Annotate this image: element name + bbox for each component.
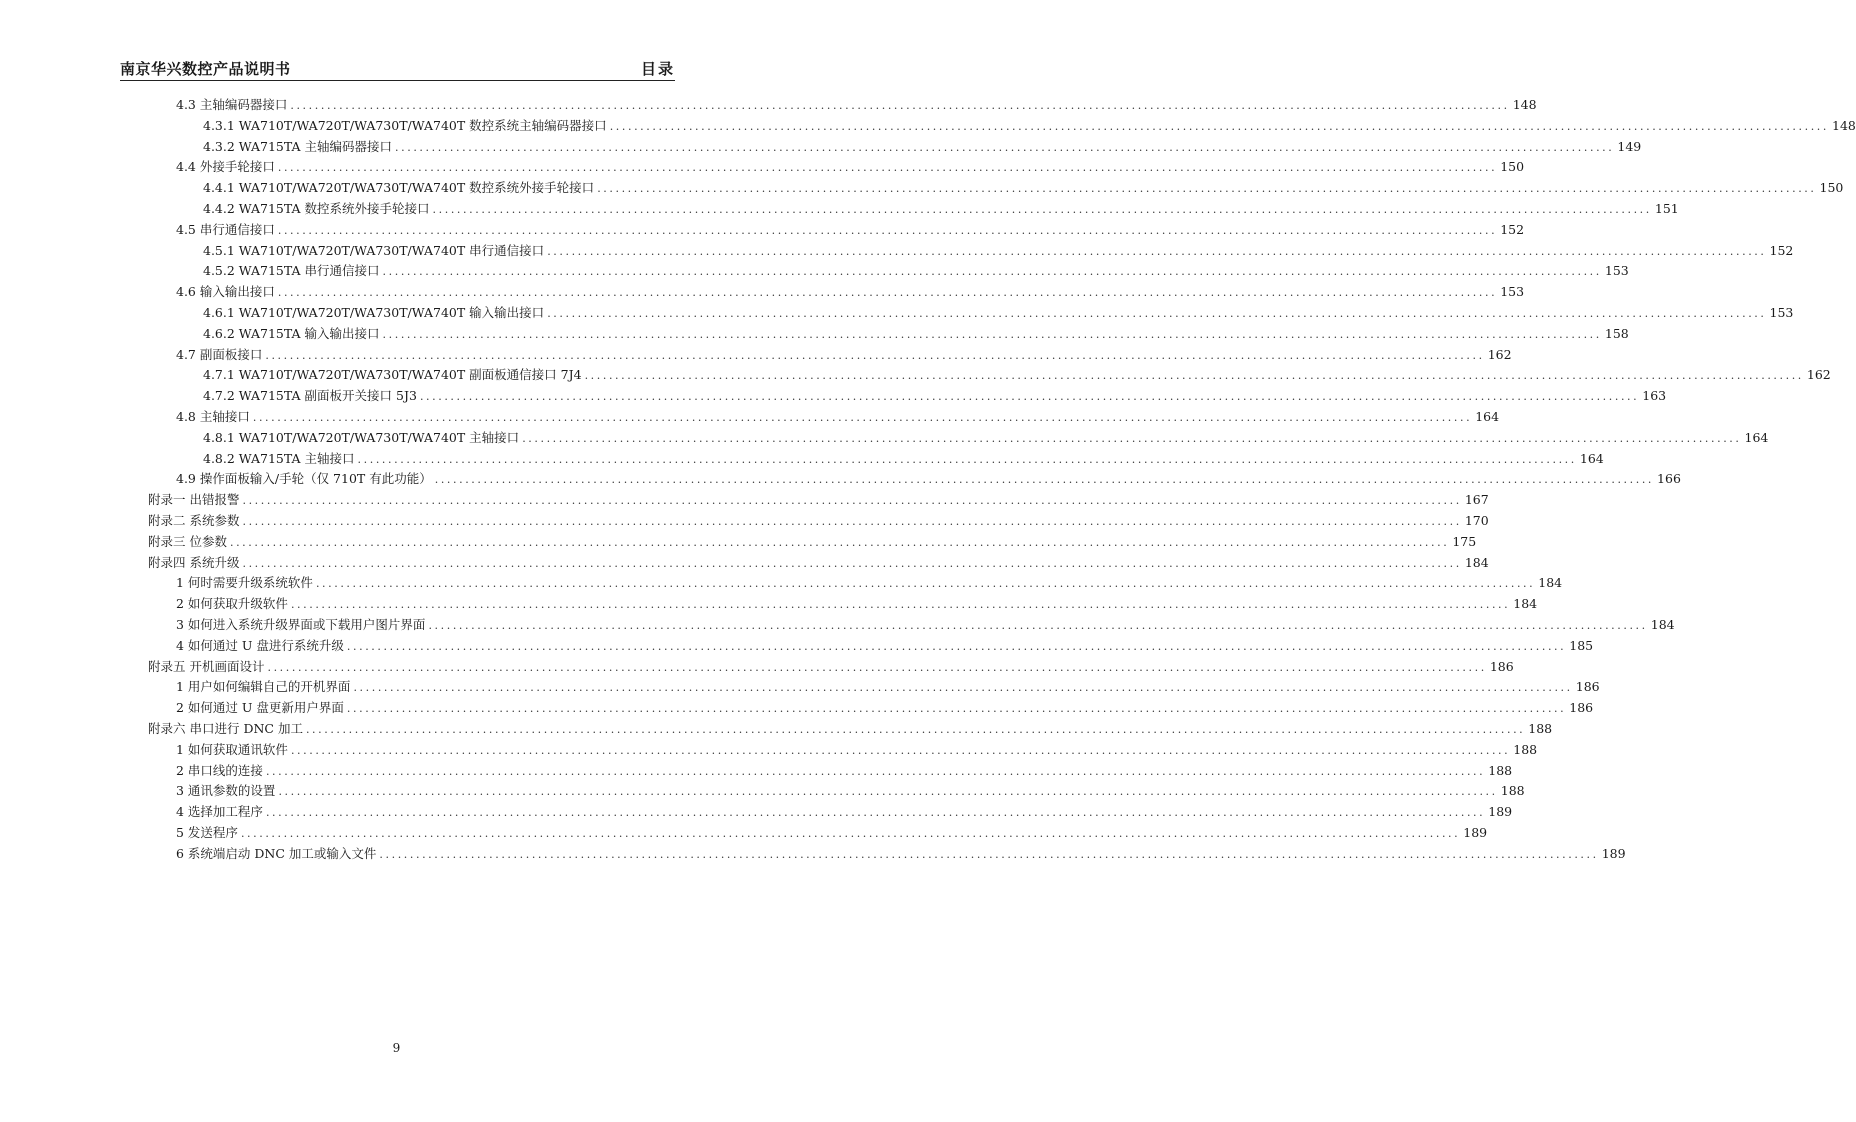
page-header — [120, 56, 675, 81]
toc-entry-page: 153 — [1604, 263, 1629, 279]
dot-leader: ........................................................................................................................................................................................................ — [547, 244, 1767, 258]
toc-entry-title: 3 如何进入系统升级界面或下载用户图片界面 — [176, 616, 426, 632]
toc-entry[interactable] — [148, 781, 1525, 802]
page-number: 9 — [392, 1041, 401, 1055]
toc-entry[interactable] — [148, 199, 1679, 220]
dot-leader: ........................................................................................................................................................................................................ — [315, 577, 1536, 591]
toc-entry-title: 4 如何通过 U 盘进行系统升级 — [176, 637, 344, 653]
toc-entry-page: 186 — [1575, 679, 1600, 695]
dot-leader: ........................................................................................................................................................................................................ — [265, 348, 1485, 362]
toc-entry[interactable] — [148, 345, 1512, 366]
dot-leader: ........................................................................................................................................................................................................ — [584, 369, 1804, 383]
toc-entry[interactable] — [148, 282, 1525, 303]
toc-entry-title: 1 用户如何编辑自己的开机界面 — [176, 679, 351, 695]
toc-entry-title: 4.4.1 WA710T/WA720T/WA730T/WA740T 数控系统外接手轮接口 — [203, 180, 595, 196]
dot-leader: ........................................................................................................................................................................................................ — [240, 826, 1461, 840]
toc-entry-title: 2 串口线的连接 — [176, 762, 263, 778]
toc-entry-title: 附录五 开机画面设计 — [148, 658, 265, 674]
dot-leader: ........................................................................................................................................................................................................ — [597, 182, 1817, 196]
toc-entry-page: 162 — [1487, 346, 1512, 362]
dot-leader: ........................................................................................................................................................................................................ — [432, 202, 1652, 216]
toc-entry-page: 184 — [1538, 575, 1563, 591]
toc-entry-page: 184 — [1464, 554, 1489, 570]
toc-entry-title: 4.6 输入输出接口 — [176, 284, 275, 300]
toc-entry[interactable] — [148, 511, 1489, 532]
toc-entry-page: 189 — [1488, 804, 1513, 820]
toc-entry[interactable] — [148, 324, 1629, 345]
dot-leader: ........................................................................................................................................................................................................ — [382, 265, 1602, 279]
toc-entry-page: 188 — [1500, 783, 1525, 799]
dot-leader: ........................................................................................................................................................................................................ — [547, 306, 1767, 320]
toc-entry-title: 4.3 主轴编码器接口 — [176, 97, 288, 112]
toc-entry[interactable] — [148, 698, 1594, 719]
toc-entry-page: 189 — [1601, 845, 1626, 861]
dot-leader: ........................................................................................................................................................................................................ — [290, 598, 1511, 612]
toc-entry[interactable] — [148, 844, 1626, 865]
dot-leader: ........................................................................................................................................................................................................ — [395, 140, 1615, 154]
toc-entry-page: 175 — [1452, 533, 1477, 549]
dot-leader: ........................................................................................................................................................................................................ — [353, 681, 1573, 695]
dot-leader: ........................................................................................................................................................................................................ — [346, 702, 1567, 716]
toc-entry[interactable] — [148, 220, 1525, 241]
toc-entry-title: 4.7 副面板接口 — [176, 346, 263, 362]
dot-leader: ........................................................................................................................................................................................................ — [290, 99, 1510, 112]
toc-entry-title: 4.8 主轴接口 — [176, 408, 250, 424]
dot-leader: ........................................................................................................................................................................................................ — [522, 431, 1742, 445]
toc-entry-page: 164 — [1744, 429, 1769, 445]
toc-entry-page: 188 — [1488, 762, 1513, 778]
toc-entry-title: 4.5.1 WA710T/WA720T/WA730T/WA740T 串行通信接口 — [203, 242, 545, 258]
toc-entry[interactable] — [148, 95, 1537, 116]
toc-entry-title: 4.3.1 WA710T/WA720T/WA730T/WA740T 数控系统主轴编码器接口 — [203, 117, 607, 133]
dot-leader: ........................................................................................................................................................................................................ — [252, 410, 1473, 424]
toc-entry-page: 151 — [1654, 200, 1679, 216]
toc-entry[interactable] — [148, 157, 1525, 178]
toc-entry[interactable] — [148, 573, 1563, 594]
toc-entry-page: 188 — [1528, 720, 1553, 736]
toc-entry-page: 158 — [1604, 325, 1629, 341]
toc-entry[interactable] — [148, 365, 1831, 386]
dot-leader: ........................................................................................................................................................................................................ — [609, 119, 1830, 133]
toc-entry-page: 149 — [1617, 138, 1642, 154]
toc-entry-title: 4.5.2 WA715TA 串行通信接口 — [203, 263, 380, 279]
toc-entry[interactable] — [148, 677, 1600, 698]
toc-entry-title: 附录二 系统参数 — [148, 512, 240, 528]
dot-leader: ........................................................................................................................................................................................................ — [277, 223, 1498, 237]
toc-entry[interactable] — [148, 594, 1538, 615]
toc-entry-page: 170 — [1464, 512, 1489, 528]
toc-entry-page: 150 — [1819, 180, 1844, 196]
toc-entry-page: 153 — [1769, 304, 1794, 320]
toc-entry-title: 4.7.1 WA710T/WA720T/WA730T/WA740T 副面板通信接口 7J4 — [203, 367, 582, 383]
toc-entry-title: 4.8.1 WA710T/WA720T/WA730T/WA740T 主轴接口 — [203, 429, 520, 445]
dot-leader: ........................................................................................................................................................................................................ — [290, 743, 1511, 757]
toc-entry[interactable] — [148, 428, 1769, 449]
toc-entry-page: 148 — [1512, 97, 1537, 112]
toc-entry[interactable] — [148, 532, 1477, 553]
toc-entry-page: 186 — [1569, 700, 1594, 716]
dot-leader: ........................................................................................................................................................................................................ — [278, 785, 1498, 799]
toc-entry-title: 3 通讯参数的设置 — [176, 783, 276, 799]
toc-entry-page: 152 — [1769, 242, 1794, 258]
toc-entry-title: 5 发送程序 — [176, 824, 238, 840]
toc-entry-title: 4.8.2 WA715TA 主轴接口 — [203, 450, 355, 466]
toc-entry[interactable] — [148, 303, 1794, 324]
toc-entry[interactable] — [148, 386, 1667, 407]
toc-entry-page: 162 — [1806, 367, 1831, 383]
toc-entry-title: 附录一 出错报警 — [148, 492, 240, 508]
toc-entry[interactable] — [148, 553, 1489, 574]
toc-entry-title: 1 如何获取通讯软件 — [176, 741, 288, 757]
toc-entry-page: 163 — [1642, 388, 1667, 404]
toc-entry[interactable] — [148, 636, 1594, 657]
dot-leader: ........................................................................................................................................................................................................ — [277, 161, 1498, 175]
toc-entry-page: 188 — [1513, 741, 1538, 757]
toc-entry-title: 2 如何获取升级软件 — [176, 596, 288, 612]
dot-leader: ........................................................................................................................................................................................................ — [346, 639, 1567, 653]
toc-entry[interactable] — [148, 657, 1514, 678]
toc-entry-title: 4.6.1 WA710T/WA720T/WA730T/WA740T 输入输出接口 — [203, 304, 545, 320]
toc-entry-title: 1 何时需要升级系统软件 — [176, 575, 313, 591]
toc-entry[interactable] — [148, 490, 1489, 511]
dot-leader: ........................................................................................................................................................................................................ — [265, 806, 1486, 820]
toc-entry-title: 4.5 串行通信接口 — [176, 221, 275, 237]
toc-entry-page: 184 — [1513, 596, 1538, 612]
toc-entry[interactable] — [148, 449, 1604, 470]
toc-entry[interactable] — [148, 823, 1488, 844]
dot-leader: ........................................................................................................................................................................................................ — [382, 327, 1602, 341]
dot-leader: ........................................................................................................................................................................................................ — [265, 764, 1486, 778]
table-of-contents — [148, 95, 1856, 864]
toc-entry-title: 2 如何通过 U 盘更新用户界面 — [176, 700, 344, 716]
toc-entry-page: 184 — [1650, 616, 1675, 632]
toc-entry[interactable] — [148, 137, 1642, 158]
toc-entry[interactable] — [148, 261, 1629, 282]
toc-entry-title: 4.6.2 WA715TA 输入输出接口 — [203, 325, 380, 341]
toc-entry[interactable] — [148, 116, 1856, 137]
toc-entry[interactable] — [148, 740, 1538, 761]
dot-leader: ........................................................................................................................................................................................................ — [434, 473, 1655, 487]
document-title: 南京华兴数控产品说明书 — [120, 60, 291, 78]
toc-entry-title: 附录六 串口进行 DNC 加工 — [148, 720, 303, 736]
toc-entry-page: 153 — [1500, 284, 1525, 300]
toc-entry-title: 4.3.2 WA715TA 主轴编码器接口 — [203, 138, 393, 154]
dot-leader: ........................................................................................................................................................................................................ — [267, 660, 1487, 674]
toc-entry[interactable] — [148, 469, 1681, 490]
toc-entry-page: 152 — [1500, 221, 1525, 237]
toc-entry-title: 6 系统端启动 DNC 加工或输入文件 — [176, 845, 377, 861]
toc-entry-title: 4.7.2 WA715TA 副面板开关接口 5J3 — [203, 388, 417, 404]
dot-leader: ........................................................................................................................................................................................................ — [242, 494, 1462, 508]
dot-leader: ........................................................................................................................................................................................................ — [379, 847, 1599, 861]
dot-leader: ........................................................................................................................................................................................................ — [277, 286, 1498, 300]
toc-entry-page: 164 — [1579, 450, 1604, 466]
toc-entry-page: 164 — [1475, 408, 1500, 424]
dot-leader: ........................................................................................................................................................................................................ — [242, 556, 1462, 570]
dot-leader: ........................................................................................................................................................................................................ — [305, 722, 1526, 736]
toc-entry-title: 4.4 外接手轮接口 — [176, 159, 275, 175]
toc-entry-title: 4.9 操作面板输入/手轮（仅 710T 有此功能） — [176, 471, 432, 487]
toc-entry[interactable] — [148, 407, 1500, 428]
toc-entry-page: 166 — [1657, 471, 1681, 487]
dot-leader: ........................................................................................................................................................................................................ — [242, 514, 1462, 528]
toc-entry[interactable] — [148, 761, 1513, 782]
toc-entry-page: 185 — [1569, 637, 1594, 653]
toc-entry-title: 附录三 位参数 — [148, 533, 227, 549]
toc-entry-title: 4 选择加工程序 — [176, 804, 263, 820]
section-title: 目录 — [640, 60, 675, 78]
toc-entry[interactable] — [148, 615, 1675, 636]
dot-leader: ........................................................................................................................................................................................................ — [229, 535, 1450, 549]
toc-entry-page: 167 — [1464, 492, 1489, 508]
toc-entry-page: 150 — [1500, 159, 1525, 175]
dot-leader: ........................................................................................................................................................................................................ — [428, 618, 1648, 632]
toc-entry-page: 189 — [1463, 824, 1488, 840]
toc-entry-page: 148 — [1832, 117, 1856, 133]
toc-entry-title: 4.4.2 WA715TA 数控系统外接手轮接口 — [203, 200, 430, 216]
toc-entry[interactable] — [148, 241, 1794, 262]
dot-leader: ........................................................................................................................................................................................................ — [357, 452, 1577, 466]
toc-entry[interactable] — [148, 719, 1553, 740]
toc-entry[interactable] — [148, 802, 1513, 823]
toc-entry[interactable] — [148, 178, 1844, 199]
toc-entry-title: 附录四 系统升级 — [148, 554, 240, 570]
toc-entry-page: 186 — [1489, 658, 1514, 674]
dot-leader: ........................................................................................................................................................................................................ — [419, 390, 1640, 404]
